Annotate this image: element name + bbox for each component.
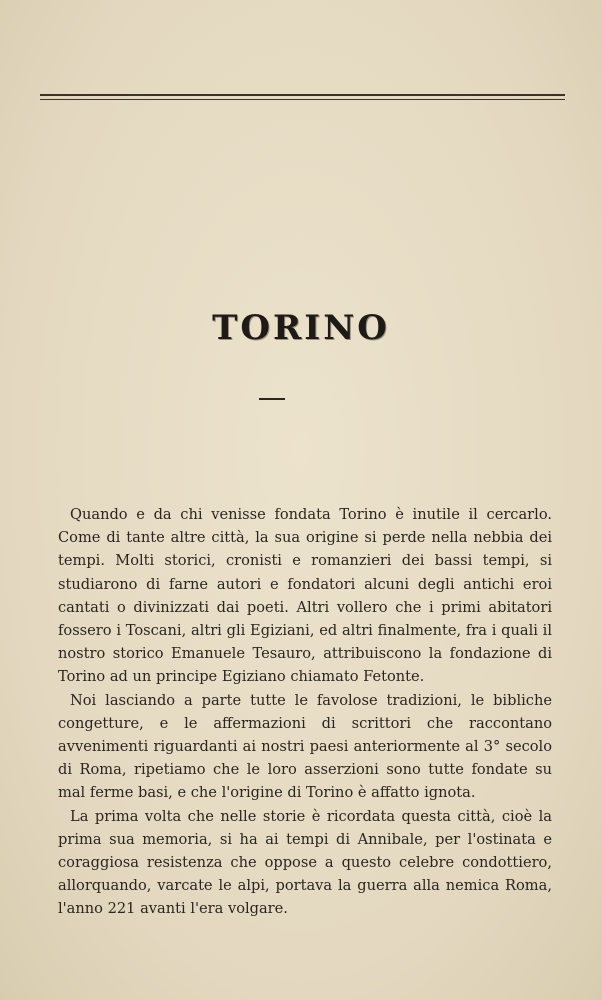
header-rule: [40, 94, 565, 104]
body-text: [58, 503, 552, 921]
paragraph-3: La prima volta che nelle storie è ricordata questa città, cioè la prima sua memoria, si ha ai tempi di Annibale, per l'ostinata e coraggiosa resistenza che oppose a questo celebre condottiero, allorquando, varcate le alpi, portava la guerra alla nemica Roma, l'anno 221 avanti l'era volgare.: [58, 807, 552, 918]
header-rule-thin: [40, 99, 565, 100]
paragraph-1: Quando e da chi venisse fondata Torino è inutile il cercarlo. Come di tante altre città, la sua origine si perde nella nebbia dei tempi. Molti storici, cronisti e romanzieri dei bassi tempi, si studiarono di farne autori e fondatori alcuni degli antichi eroi cantati o divinizzati dai poeti. Altri vollero che i primi abitatori fossero i Toscani, altri gli Egiziani, ed altri finalmente, fra i quali il nostro storico Emanuele Tesauro, attribuiscono la fondazione di Torino ad un principe Egiziano chiamato Fetonte.: [58, 506, 552, 686]
title-separator: [259, 398, 285, 400]
header-rule-thick: [40, 94, 565, 96]
paragraph-2: Noi lasciando a parte tutte le favolose tradizioni, le bibliche congetture, e le affermazioni di scrittori che raccontano avvenimenti riguardanti ai nostri paesi anteriormente al 3° secolo di Roma, ripetiamo che le loro asserzioni sono tutte fondate su mal ferme basi, e che l'origine di Torino è affatto ignota.: [58, 691, 552, 802]
chapter-title: TORINO: [212, 308, 390, 348]
